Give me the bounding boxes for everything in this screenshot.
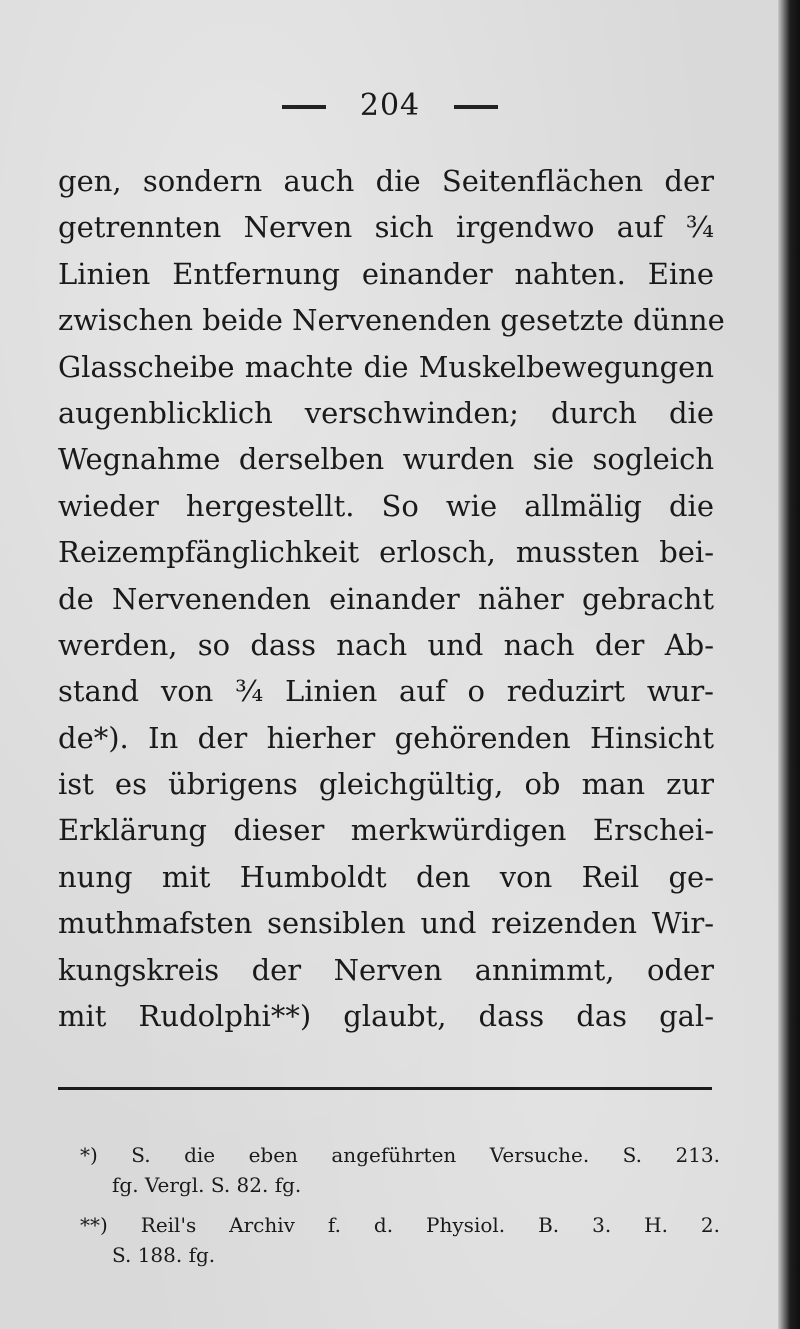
text-line: zwischen beide Nervenenden gesetzte dünne: [58, 303, 725, 338]
text-line: Erklärung dieser merkwürdigen Erschei-: [58, 813, 714, 848]
footnote-line: S. 188. fg.: [112, 1243, 216, 1267]
footnote-1: [80, 1140, 720, 1200]
footnotes: [80, 1140, 720, 1270]
text-line: de*). In der hierher gehörenden Hinsicht: [58, 720, 714, 755]
footnote-2: [80, 1210, 720, 1270]
page-header: [0, 88, 780, 123]
text-line: Linien Entfernung einander nahten. Eine: [58, 256, 714, 291]
text-line: Wegnahme derselben wurden sie sogleich: [58, 442, 714, 477]
page-number: 204: [359, 88, 421, 123]
text-line: ist es übrigens gleichgültig, ob man zur: [58, 767, 714, 802]
body-text: [58, 158, 725, 1039]
header-dash-right: [454, 105, 498, 109]
text-line: Glasscheibe machte die Muskelbewegungen: [58, 349, 714, 384]
text-line: werden, so dass nach und nach der Ab-: [58, 627, 714, 662]
footnote-divider: [58, 1087, 712, 1090]
page-edge-shadow: [778, 0, 800, 1329]
header-dash-left: [282, 105, 326, 109]
text-line: muthmafsten sensiblen und reizenden Wir-: [58, 906, 714, 941]
footnote-line: fg. Vergl. S. 82. fg.: [112, 1173, 302, 1197]
text-line: kungskreis der Nerven annimmt, oder: [58, 952, 714, 987]
text-line: augenblicklich verschwinden; durch die: [58, 395, 714, 430]
footnote-line: *) S. die eben angeführten Versuche. S. 213.: [80, 1143, 720, 1167]
text-line: Reizempfänglichkeit erlosch, mussten bei-: [58, 535, 714, 570]
text-line: nung mit Humboldt den von Reil ge-: [58, 859, 714, 894]
text-line: gen, sondern auch die Seitenflächen der: [58, 164, 714, 198]
text-line: de Nervenenden einander näher gebracht: [58, 581, 714, 616]
footnote-line: **) Reil's Archiv f. d. Physiol. B. 3. H. 2.: [80, 1213, 720, 1237]
text-line: mit Rudolphi**) glaubt, dass das gal-: [58, 999, 714, 1034]
text-line: stand von ¾ Linien auf o reduzirt wur-: [58, 674, 714, 709]
text-line: wieder hergestellt. So wie allmälig die: [58, 488, 714, 523]
text-line: getrennten Nerven sich irgendwo auf ¾: [58, 210, 714, 245]
